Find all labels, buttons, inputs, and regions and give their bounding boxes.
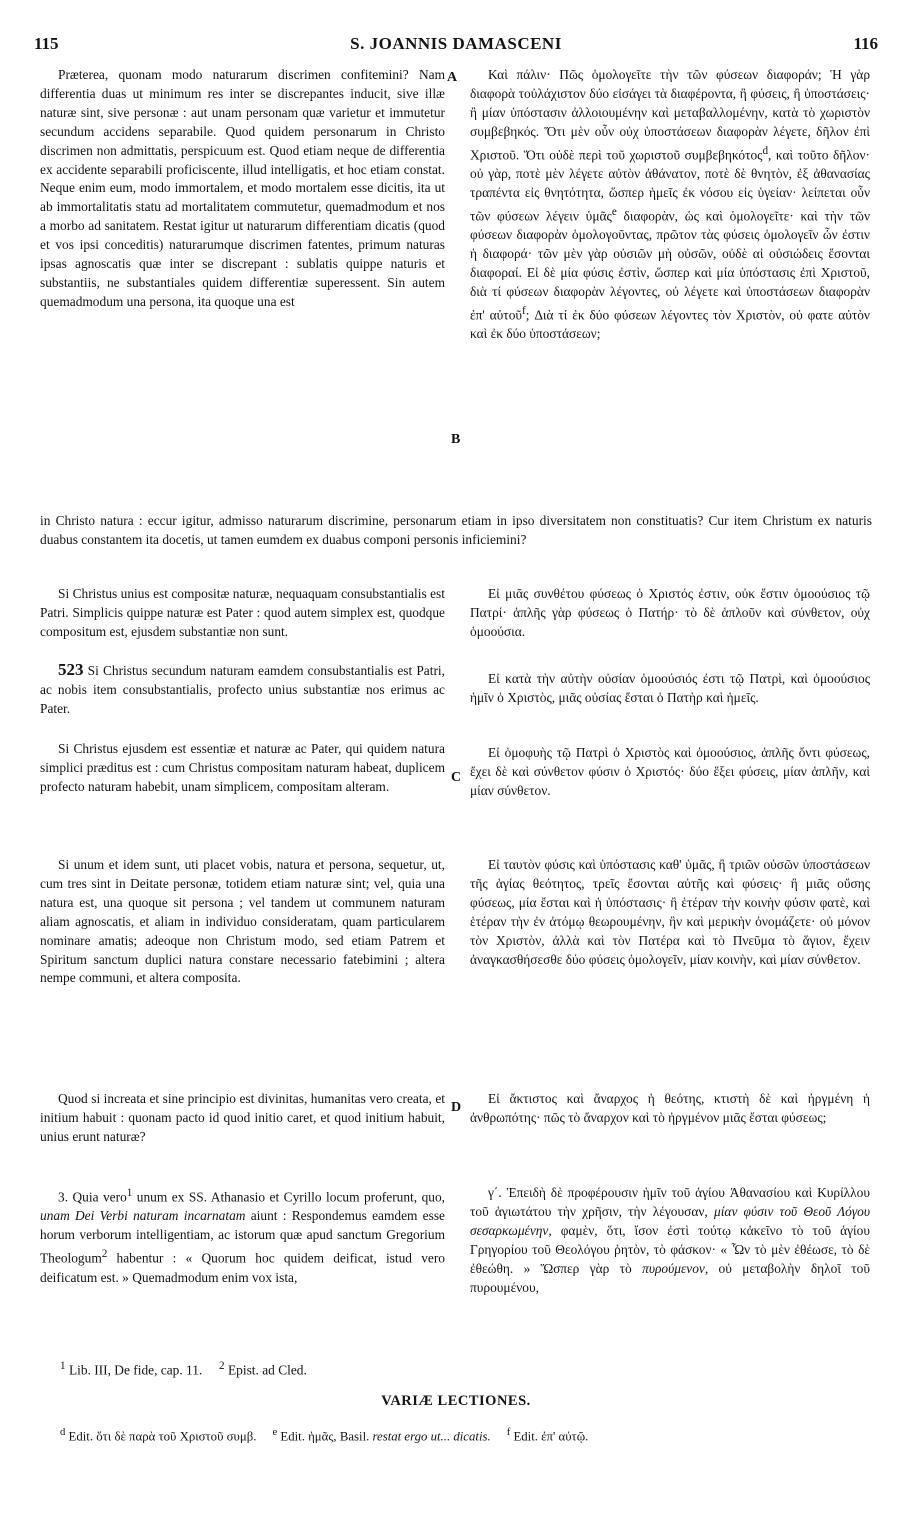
greek-text: ; Διὰ τί ἐκ δύο φύσεων λέγοντες τὸν Χριστὸν, οὐ φατε αὐτὸν καὶ ἐκ δύο ὑποστάσεων; [470,307,870,342]
footnote-ref: 1 [126,1187,133,1199]
variant-e-italic: restat ergo ut... dicatis. [372,1429,491,1444]
greek-text: , φαμὲν, ὅτι, ἴσον ἐστὶ τούτῳ κἀκεῖνο τὸ τοῦ ἁγίου Γρηγορίου τοῦ Θεολόγου ῥητὸν, τὸ φάσκον· « Ὧν τὸ μὲν ἐθέωσε, τὸ δὲ ἐθεώθη. » Ὥσπερ γὰρ τὸ [470,1222,870,1276]
latin-paragraph-1 [40,66,445,312]
greek-text: Εἰ ταυτὸν φύσις καὶ ὑπόστασις καθ' ὑμᾶς, ἢ τριῶν οὐσῶν ὑποστάσεων τῆς ἁγίας θεότητος, τρεῖς ἔσονται αὐτῆς καὶ φύσεις· ἢ μιᾶς οὔσης φύσεως, μία ἔσται καὶ ἡ ὑπόστασις· ἢ ἑτέραν τὴν κοινὴν φύσιν φατὲ, καὶ ἑτέραν τὴν ἐν ἀτόμῳ θεωρουμένην, ἣν καὶ μερικὴν ὀνομάζετε· οὐ μόνον τὸν Χριστὸν, ἀλλὰ καὶ τὸν Πατέρα καὶ τὸ Πνεῦμα τὸ ἅγιον, ἔχειν ἀναγκασθήσεσθε δύο φύσεις ὁμολογεῖν, μίαν κοινὴν, καὶ μίαν σύνθετον. [470,857,870,967]
greek-text: Εἰ κατὰ τὴν αὐτὴν οὐσίαν ὁμοούσιός ἐστι τῷ Πατρὶ, καὶ ὁμοούσιος ἡμῖν ὁ Χριστὸς, μιᾶς οὐσίας ἔσται ὁ Πατὴρ καὶ ἡμεῖς. [470,671,870,705]
variae-lectiones-title: VARIÆ LECTIONES. [381,1393,531,1409]
latin-paragraph-2 [40,585,445,642]
greek-text: Εἰ μιᾶς συνθέτου φύσεως ὁ Χριστός ἐστιν, οὐκ ἔστιν ὁμοούσιος τῷ Πατρί· ἁπλῆς γὰρ φύσεως ὁ Πατήρ· τὸ δὲ ἁπλοῦν καὶ σύνθετον, οὐχ ὁμοούσια. [470,586,870,639]
latin-paragraph-6 [40,1090,445,1147]
latin-text: Si unum et idem sunt, uti placet vobis, natura et persona, sequetur, ut, cum tres sint in Deitate personæ, totidem etiam naturæ sint; vel, quia una natura est, una quoque sit persona ; vel tandem ut communem naturam aliam agnoscatis, et aliam in individuo consideratam, quam particularem nominare amatis; adeoque non Christum modo, sed etiam Patrem et Spiritum sanctum duplici natura constare necessario fatebimini ; altera nempe communi, et altera composita. [40,857,445,986]
greek-paragraph-3 [470,670,870,708]
latin-paragraph-4 [40,740,445,797]
latin-italic-quote: unam Dei Verbi naturam incarnatam [40,1208,246,1224]
column-number: 523 [58,660,84,679]
greek-paragraph-6 [470,1090,870,1128]
running-title: S. JOANNIS DAMASCENI [350,34,562,53]
greek-text: γ΄. Ἐπειδὴ δὲ προφέρουσιν ἡμῖν τοῦ ἁγίου Ἀθανασίου καὶ Κυρίλλου τοῦ ἁγιωτάτου τὴν χρῆσιν, τὴν λέγουσαν, [470,1185,870,1219]
variant-ref: f [522,304,526,317]
latin-text: Si Christus secundum naturam eamdem consubstantialis est Patri, ac nobis item consubstantialis, profecto unius substantiæ nos erimus ac Pater. [40,663,445,716]
greek-text: Εἰ ἄκτιστος καὶ ἄναρχος ἡ θεότης, κτιστὴ δὲ καὶ ἠργμένη ἡ ἀνθρωπότης· πῶς τὸ ἄναρχον καὶ τὸ ἠργμένον μιᾶς ἔσται φύσεως; [470,1091,870,1125]
variant-mark: e [272,1427,278,1438]
margin-letter-d: D [451,1100,462,1115]
latin-paragraph-3 [40,661,445,719]
greek-paragraph-4 [470,744,870,801]
page-header [34,34,878,60]
greek-text: , οὐ μεταβολὴν δηλοῖ τοῦ πυρουμένου, [470,1260,870,1295]
variant-mark: d [60,1427,66,1438]
greek-paragraph-5 [470,856,870,969]
page-number-left: 115 [34,34,59,53]
latin-paragraph-5 [40,856,445,988]
latin-text: Si Christus ejusdem est essentiæ et naturæ ac Pater, qui quidem natura simplici præditus est : cum Christus compositam naturam habeat, duplicem profecto naturam habebit, unam simplicem, compositam alteram. [40,741,445,794]
latin-text: unum ex SS. Athanasio et Cyrillo locum proferunt, quo, [132,1189,445,1205]
variae-lectiones [60,1424,880,1445]
variant-mark: f [506,1427,511,1438]
variant-d: Edit. ὅτι δὲ παρὰ τοῦ Χριστοῦ συμβ. [68,1429,257,1444]
latin-text: Quod si increata et sine principio est divinitas, humanitas vero creata, et initium habuit : quonam pacto id quod initio caret, et quod initium habuit, unius erunt naturæ? [40,1091,445,1144]
latin-text: aiunt : Respondemus eamdem esse horum verborum intelligentiam, ac istorum quæ apud sanctum Gregorium Theologum [40,1208,445,1266]
margin-letter-b: B [451,432,461,447]
latin-paragraph-1-continued [40,512,872,550]
variant-e: Edit. ἡμᾶς, Basil. [280,1429,370,1444]
variant-f: Edit. ἐπ' αὐτῷ. [513,1429,589,1444]
margin-letter-c: C [451,770,462,785]
latin-text: in Christo natura : eccur igitur, admisso naturarum discrimine, personarum etiam in ipso diversitatem non constituatis? Cur item Christum ex naturis duabus constantem ita docetis, ut tamen eumdem ex duabus componi personis inficiemini? [40,513,872,547]
latin-text: Præterea, quonam modo naturarum discrimen confitemini? Nam differentia duas ut minimum res inter se discrepantes inducit, sive illæ naturæ sint, sive personæ : aut unam personam quæ varietur et immutetur secundum accidens separabile. Quod quidem personarum in Christo discrimen non admittatis, perspicuum est. Quod etiam neque de differentia ex accidente separabili proficiscente, illud intelligatis, et hoc etiam constat. Neque enim eum, modo immortalem, et modo mortalem esse dicitis, ita ut ab immortalitatis statu ad mortalitatem commutetur, quemadmodum et nos a morbo ad sanitatem. Restat igitur ut naturarum differentiam dicatis (quod et vos ipsi conceditis) naturarumque discrimen fatentes, primum naturas ipsas agnoscatis quæ inter se discrepant : sublatis quippe naturis et substantiis, ne substantiales quidem differentiæ superessent. Sin autem quemadmodum una persona, ita quoque una est [40,67,445,309]
latin-text: habentur : « Quorum hoc quidem deificat, istud vero deificatum est. » Quemadmodum enim vox ista, [40,1250,445,1285]
footnote-number: 1 [60,1360,66,1372]
greek-text: Καὶ πάλιν· Πῶς ὁμολογεῖτε τὴν τῶν φύσεων διαφοράν; Ἡ γὰρ διαφορὰ τοὐλάχιστον δύο εἰσάγει τὰ διαφέροντα, ἢ φύσεις, ἢ ὑποστάσεις· ἢ μίαν ὑπόστασιν ἀλλοιουμένην καὶ μεταβαλλομένην, κατὰ τὸ χωριστὸν συμβεβηκός. Ὅτι μὲν οὖν οὐχ ὑποστάσεων διαφορὰν λέγετε, δῆλον ἐπὶ Χριστοῦ. Ὅτι οὐδὲ περὶ τοῦ χωριστοῦ συμβεβηκότος [470,67,870,163]
page-number-right: 116 [853,34,878,53]
variant-ref: e [611,205,617,218]
margin-letter-a: A [447,70,458,85]
greek-italic-word: πυρούμενον [642,1260,705,1276]
variant-ref: d [762,144,769,157]
greek-text: , καὶ τοῦτο δῆλον· οὐ γὰρ, ποτὲ μὲν λέγετε αὐτὸν ἀθάνατον, ποτὲ δὲ θνητὸν, ἐξ ἀθανασίας τραπέντα εἰς θνητότητα, ὥσπερ ἡμεῖς ἐκ νόσου εἰς ὑγείαν· λείπεται οὖν τῶν φύσεων λέγειν ὑμᾶς [470,147,870,224]
footnote-1: Lib. III, De fide, cap. 11. [68,1362,203,1378]
latin-text: Si Christus unius est compositæ naturæ, nequaquam consubstantialis est Patri. Simplicis quippe naturæ est Pater : quod autem simplex est, quodque compositum est, ejusdem substantiæ non sunt. [40,586,445,639]
latin-text: 3. Quia vero [58,1189,127,1205]
latin-paragraph-7 [40,1184,445,1287]
greek-paragraph-2 [470,585,870,642]
footnote-ref: 2 [101,1248,108,1261]
footnote-number: 2 [219,1360,225,1372]
greek-paragraph-1 [470,66,870,344]
greek-paragraph-7 [470,1184,870,1297]
footnotes [60,1357,450,1379]
greek-text: Εἰ ὁμοφυὴς τῷ Πατρὶ ὁ Χριστὸς καὶ ὁμοούσιος, ἁπλῆς ὄντι φύσεως, ἔχει δὲ καὶ σύνθετον φύσιν ὁ Χριστός· δύο ἕξει φύσεις, μίαν ἁπλῆν, καὶ μίαν σύνθετον. [470,745,870,798]
greek-italic-quote: μίαν φύσιν τοῦ Θεοῦ Λόγου σεσαρκωμένην [470,1203,870,1238]
footnote-2: Epist. ad Cled. [227,1362,307,1378]
greek-text: διαφορὰν, ὡς καὶ ὁμολογεῖτε· καὶ τὴν τῶν φύσεων διαφορὰν ὁμολογοῦντας, πρῶτον τὰς φύσεις ὁμολογεῖν ὧν ἐστιν ἡ διαφορά· τῶν μὲν γὰρ οὐσιῶν μὴ οὐσῶν, οὐδὲ αἱ οὐσιώδεις ἔσονται διαφοραί. Εἰ δὲ μία φύσις ἐστὶν, ὥσπερ καὶ μία ὑπόστασις ἐπὶ Χριστοῦ, διὰ τί φύσεων διαφορὰν λέγοντες, οὐ λέγετε καὶ ὑποστάσεων διαφορὰν ἐπ' αὐτοῦ [470,208,871,323]
